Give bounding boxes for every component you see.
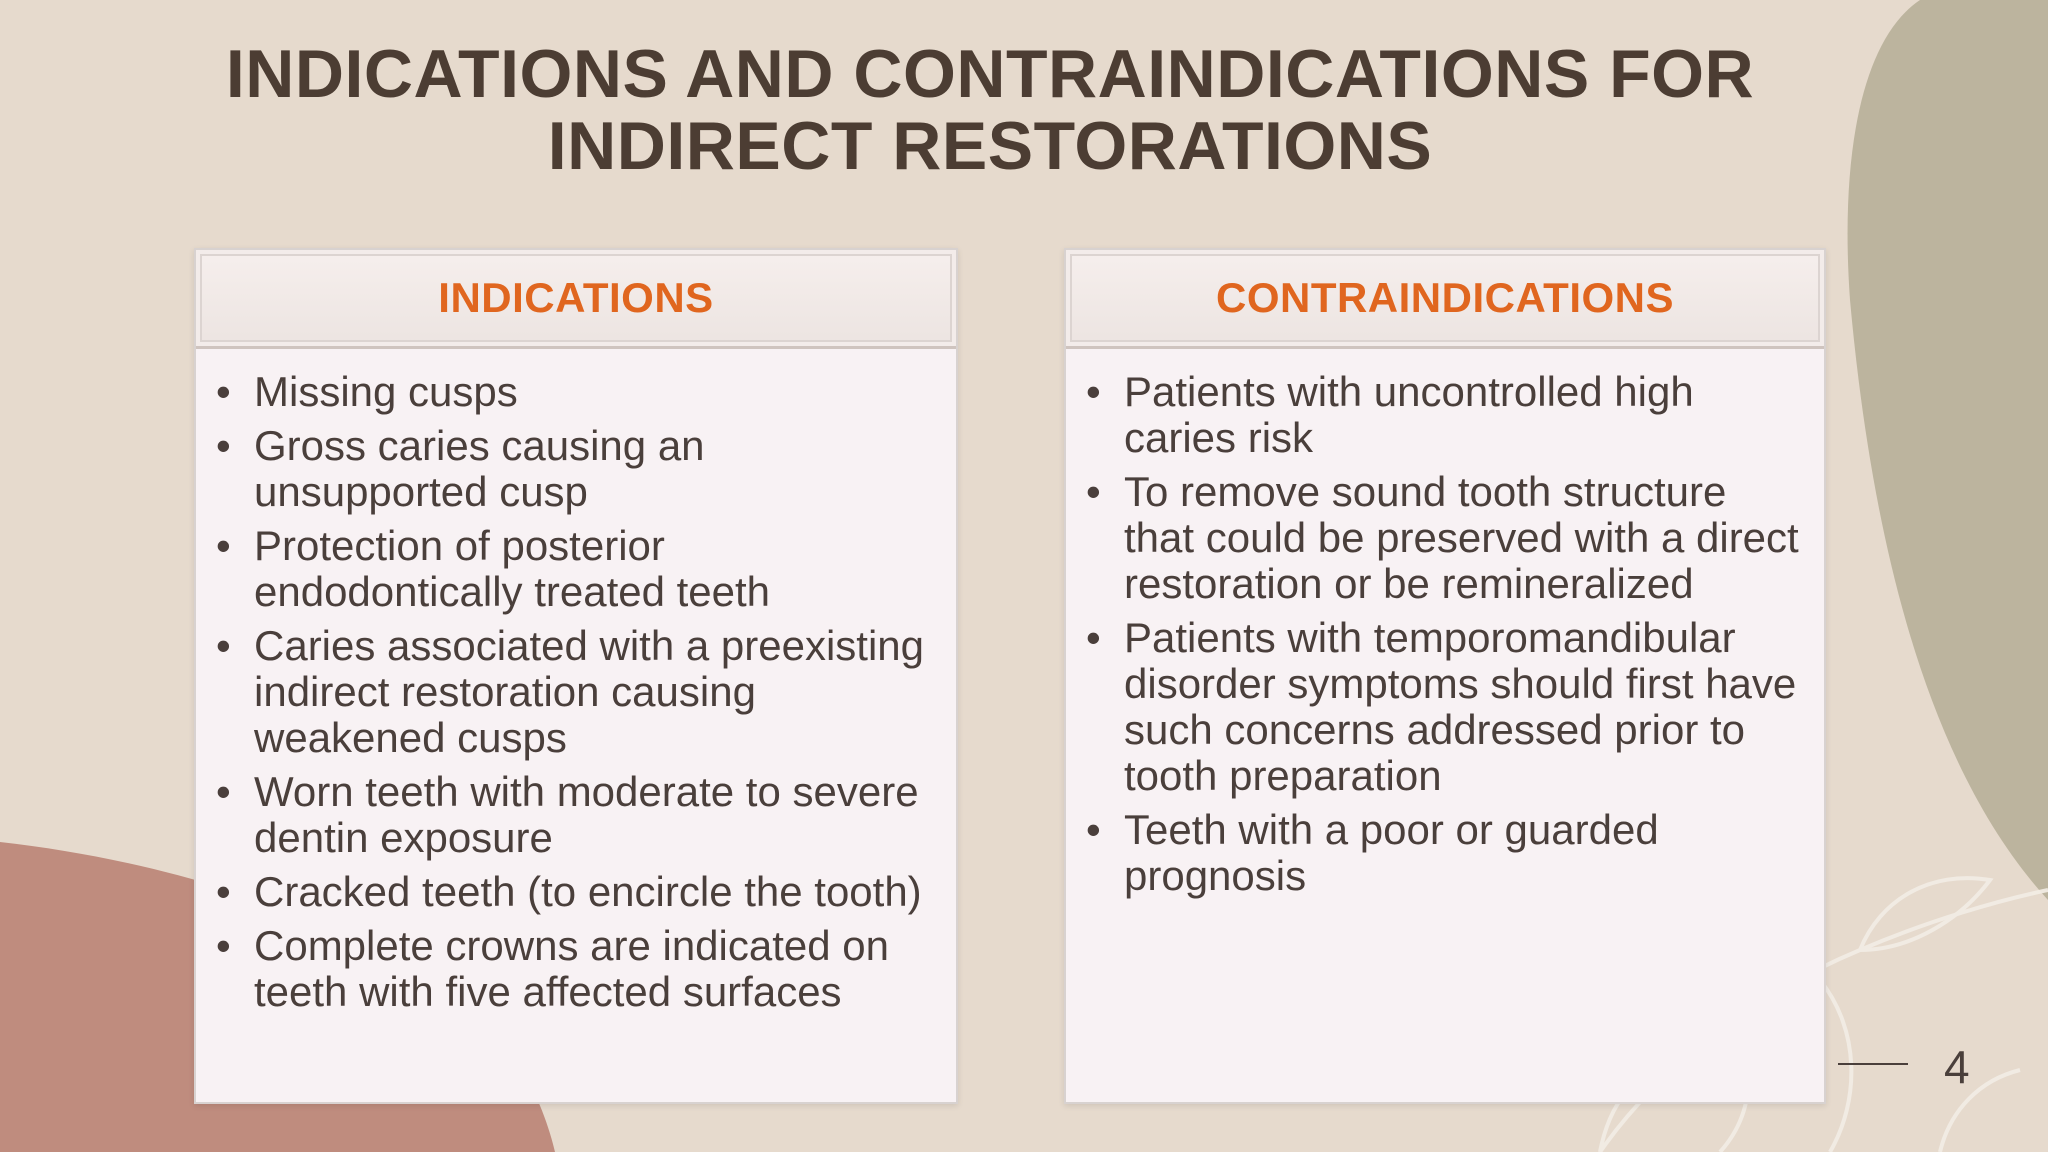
slide-title-line-1: INDICATIONS AND CONTRAINDICATIONS FOR xyxy=(225,36,1755,112)
slide-title-line-2: INDIRECT RESTORATIONS xyxy=(547,108,1433,184)
olive-shape xyxy=(1848,0,2048,900)
indication-item: • Worn teeth with moderate to severe dentin exposure xyxy=(216,769,936,861)
contraindication-item: • Patients with uncontrolled high caries risk xyxy=(1086,369,1804,461)
contraindication-item: • To remove sound tooth structure that could be preserved with a direct restoration or be remineralized xyxy=(1086,469,1804,607)
indication-item: • Caries associated with a preexisting indirect restoration causing weakened cusps xyxy=(216,623,936,761)
slide-title xyxy=(180,38,1800,182)
indication-item: • Cracked teeth (to encircle the tooth) xyxy=(216,869,936,915)
indication-item: • Missing cusps xyxy=(216,369,936,415)
indications-body xyxy=(196,349,956,1015)
indications-heading: INDICATIONS xyxy=(196,250,956,349)
contraindications-panel xyxy=(1064,248,1826,1104)
page-number-divider xyxy=(1838,1063,1908,1065)
contraindications-body xyxy=(1066,349,1824,899)
contraindications-heading: CONTRAINDICATIONS xyxy=(1066,250,1824,349)
contraindications-list xyxy=(1086,369,1804,899)
indication-item: • Complete crowns are indicated on teeth with five affected surfaces xyxy=(216,923,936,1015)
page-number: 4 xyxy=(1944,1041,1970,1093)
contraindication-item: • Patients with temporomandibular disorder symptoms should first have such concerns addressed prior to tooth preparation xyxy=(1086,615,1804,799)
indications-panel xyxy=(194,248,958,1104)
indications-list xyxy=(216,369,936,1015)
indication-item: • Gross caries causing an unsupported cusp xyxy=(216,423,936,515)
contraindication-item: • Teeth with a poor or guarded prognosis xyxy=(1086,807,1804,899)
indication-item: • Protection of posterior endodontically treated teeth xyxy=(216,523,936,615)
